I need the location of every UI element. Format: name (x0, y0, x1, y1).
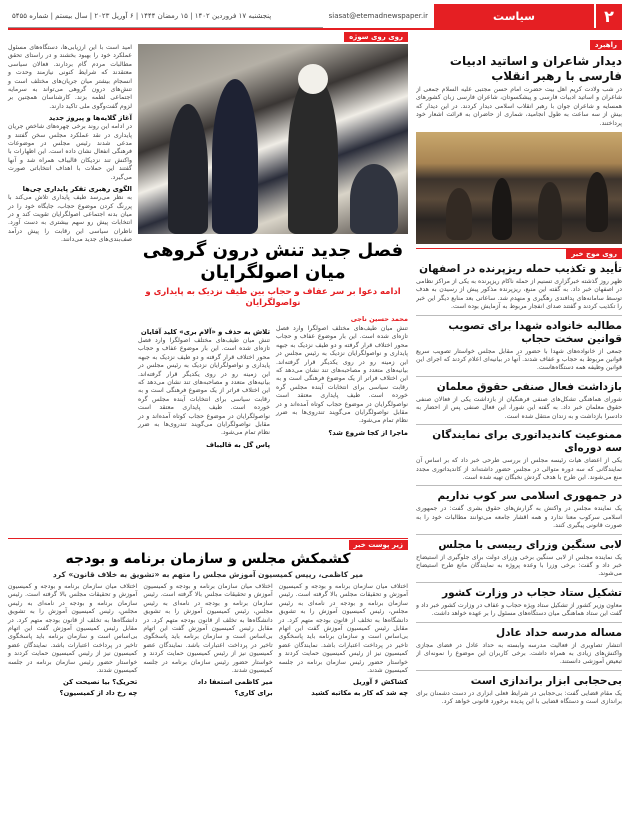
feature-subhead1: ماجرا از کجا شروع شد؟ (328, 428, 408, 437)
figure-silhouette (288, 74, 338, 234)
left-col-body1: امید است با این ارزیابی‌ها، دستگاه‌های مسئول عملکرد خود را بهبود بخشند و در راستای تحقق مطالبات مردم گام بردارند. فعالان سیاسی معتقدند که شرایط کنونی نیازمند وحدت و انسجام بیشتر میان جریان‌های مختلف است و تنش‌های درون گروهی می‌تواند به سرمایه اجتماعی لطمه بزند. کارشناسان همچنین بر لزوم گفت‌وگوی ملی تاکید دارند. (8, 44, 132, 110)
website-email[interactable]: siasat@etemadnewspaper.ir (328, 12, 428, 20)
story10-body: یک مقام قضایی گفت: بی‌حجابی در شرایط فعلی ابزاری در دست دشمنان برای براندازی است و دستگاه قضایی با این پدیده برخورد قانونی خواهد کرد. (416, 689, 622, 706)
left-subhead1: آغاز گلایه‌ها و پیروز جدید (48, 114, 132, 123)
left-col-body2: در ادامه این روند برخی چهره‌های شاخص جریان پایداری در نقد عملکرد مجلس سخن گفتند و مدعی شدند رئیس مجلس در موضوعات فرهنگی انفعال نشان داده است. این اظهارات با واکنش تند نزدیکان قالیباف همراه شد و آنها گفتند این حملات با اهداف انتخاباتی صورت می‌گیرد. (8, 123, 132, 181)
feature-byline: محمد حسین ناجی (350, 315, 408, 323)
masthead (8, 4, 622, 28)
story2-title[interactable]: تأیید و تکذیب حمله ریزپرنده در اصفهان (419, 263, 622, 276)
feature-subhead3: پاس گل به قالیباف (206, 440, 270, 449)
right-column (416, 32, 622, 816)
left-col-body3: به نظر می‌رسد طیف پایداری تلاش می‌کند با پررنگ کردن موضوع حجاب، جایگاه خود را در میان بدنه اجتماعی اصولگرایان تقویت کند و در انتخابات پیش رو سهم بیشتری به دست آورد. ناظران سیاسی این رقابت را پیش درآمد صف‌بندی‌های جدید می‌دانند. (8, 194, 132, 244)
feature-block (8, 32, 408, 532)
story2-body: ظهر روز گذشته خبرگزاری تسنیم از حمله ناکام ریزپرنده به یکی از مراکز نظامی در اصفهان خبر داد. به گفته این منبع، ریزپرنده مذکور پیش از رسیدن به هدف توسط سامانه‌های پدافندی رهگیری و منهدم شد. ساعاتی بعد منابع دیگر این خبر را تکذیب کردند و گفتند صدای انفجار مربوط به آزمایش بوده است. (416, 278, 622, 311)
story4-title[interactable]: بازداشت فعال صنفی حقوق معلمان (436, 380, 622, 393)
lower-subhead2: چه شد که کار به مکاتبه کشید (311, 689, 408, 698)
divider (416, 534, 622, 535)
turban-shape (298, 64, 328, 94)
section-label: سیاست (434, 4, 594, 28)
story5-title[interactable]: ممنوعیت کاندیداتوری برای نمایندگان سه دوره‌ای (432, 429, 622, 455)
story6-body: یک نماینده مجلس در واکنش به گزارش‌های حقوق بشری گفت: در جمهوری اسلامی سرکوب معنا ندارد و همه اقشار جامعه می‌توانند مطالبات خود را به صورت قانونی پیگیری کنند. (416, 505, 622, 530)
kicker-feature: روی روی سوژه (344, 32, 408, 42)
lower-body-1: اختلاف میان سازمان برنامه و بودجه و کمیسیون آموزش و تحقیقات مجلس بالا گرفته است. رئیس سازمان برنامه و بودجه در نامه‌ای به رئیس مجلس، رئیس کمیسیون آموزش را به تشویق دانشگاه‌ها به تخلف از قانون بودجه متهم کرد. در مقابل رئیس کمیسیون آموزش گفت این اتهام بی‌اساس است و سازمان برنامه باید پاسخگوی تاخیر در پرداخت اعتبارات باشد. نمایندگان عضو کمیسیون نیز از رئیس کمیسیون حمایت کردند و خواستار حضور رئیس سازمان برنامه در جلسه کمیسیون شدند. (278, 583, 408, 675)
left-subhead2: الگوی رهبری تفکر پایداری چی‌ها (22, 185, 132, 194)
figure-silhouette (446, 188, 472, 240)
parliament-photo (138, 44, 408, 234)
feature-subhead2: تلاش به حذف و «آلام بری» کلید آقایان (140, 328, 270, 336)
lower-lead-subtitle: میر کاظمی، رییس کمیسیون آموزش مجلس را متهم به «تشویق به خلاف قانون» کرد (52, 570, 364, 579)
hero-title[interactable]: فصل جدید تنش درون گروهی میان اصولگرایان (142, 240, 404, 283)
lower-lead-title[interactable]: کشمکش مجلس و سازمان برنامه و بودجه (65, 551, 351, 567)
divider (416, 670, 622, 671)
lower-subhead1: کشاکش ۶ آوریل (353, 678, 408, 687)
divider (416, 485, 622, 486)
divider (416, 622, 622, 623)
figure-silhouette (350, 164, 398, 234)
masthead-divider (8, 28, 622, 30)
lower-subhead5: تحریک؟ بیا نصیحت کن (63, 678, 138, 687)
kicker-rahbord: راهبرد (590, 40, 622, 50)
story4-body: شورای هماهنگی تشکل‌های صنفی فرهنگیان از بازداشت یکی از فعالان صنفی حقوق معلمان خبر داد. به گفته این شورا، این فعال صنفی پس از احضار به دادسرا بازداشت و به زندان منتقل شده است. (416, 395, 622, 420)
lower-story (8, 538, 408, 816)
lower-subhead4: برای کاری؟ (234, 689, 273, 698)
story10-title[interactable]: بی‌حجابی ابزار براندازی است (470, 674, 622, 687)
figure-silhouette (492, 178, 512, 240)
story7-title[interactable]: لابی سنگین وزرای رییسی با مجلس (438, 538, 622, 551)
page-number: ۲ (596, 4, 622, 28)
kicker-ruye-moj: روی موج خبر (566, 249, 622, 259)
leader-meeting-photo (416, 132, 622, 244)
kicker-zir-poost: زیر پوست خبر (349, 540, 408, 550)
divider (416, 424, 622, 425)
story1-title[interactable]: دیدار شاعران و اساتید ادبیات فارسی با رهبر انقلاب (449, 54, 622, 83)
divider (416, 376, 622, 377)
divider (416, 315, 622, 316)
story9-body: انتشار تصاویری از فعالیت مدرسه وابسته به حداد عادل در فضای مجازی واکنش‌های زیادی به همراه داشت. برخی کاربران این موضوع را نمونه‌ای از تبعیض آموزشی دانستند. (416, 641, 622, 666)
lower-subhead3: میر کاظمی استعفا داد (197, 678, 273, 687)
figure-silhouette (168, 104, 208, 234)
hero-subtitle: ادامه دعوا بر سر عفاف و حجاب بین طیف نزدیک به پایداری و نواصولگرایان (145, 287, 401, 308)
story7-body: یک نماینده مجلس از لابی سنگین برخی وزرای دولت برای جلوگیری از استیضاح خبر داد و گفت: برخی وزرا با وعده پروژه به نمایندگان مانع طرح استیضاح می‌شوند. (416, 553, 622, 578)
divider (416, 582, 622, 583)
story5-body: یکی از اعضای هیات رئیسه مجلس از بررسی طرحی خبر داد که بر اساس آن نمایندگانی که سه دوره متوالی در مجلس حضور داشته‌اند از کاندیداتوری مجدد منع می‌شوند. این طرح با هدف گردش نخبگان تهیه شده است. (416, 457, 622, 481)
lower-body-3: اختلاف میان سازمان برنامه و بودجه و کمیسیون آموزش و تحقیقات مجلس بالا گرفته است. رئیس سازمان برنامه و بودجه در نامه‌ای به رئیس مجلس، رئیس کمیسیون آموزش را به تشویق دانشگاه‌ها به تخلف از قانون بودجه متهم کرد. در مقابل رئیس کمیسیون آموزش گفت این اتهام بی‌اساس است و سازمان برنامه باید پاسخگوی تاخیر در پرداخت اعتبارات باشد. نمایندگان عضو کمیسیون نیز از رئیس کمیسیون حمایت کردند و خواستار حضور رئیس سازمان برنامه در جلسه کمیسیون شدند. (8, 583, 138, 675)
figure-silhouette (212, 79, 258, 234)
story1-body: در شب ولادت کریم اهل بیت حضرت امام حسن مجتبی علیه السلام جمعی از شاعران و اساتید ادبیات فارسی و پیشکسوتان، شاعران فارسی زبان کشورهای همسایه و شاعران جوان با رهبر انقلاب اسلامی دیدار کردند. در این دیدار که بیش از سه ساعت به طول انجامید، شماری از حاضران به قرائت اشعار خود پرداختند. (416, 86, 622, 127)
figure-silhouette (538, 182, 562, 240)
lower-body-2: اختلاف میان سازمان برنامه و بودجه و کمیسیون آموزش و تحقیقات مجلس بالا گرفته است. رئیس سازمان برنامه و بودجه در نامه‌ای به رئیس مجلس، رئیس کمیسیون آموزش را به تشویق دانشگاه‌ها به تخلف از قانون بودجه متهم کرد. در مقابل رئیس کمیسیون آموزش گفت این اتهام بی‌اساس است و سازمان برنامه باید پاسخگوی تاخیر در پرداخت اعتبارات باشد. نمایندگان عضو کمیسیون نیز از رئیس کمیسیون حمایت کردند و خواستار حضور رئیس سازمان برنامه در جلسه کمیسیون شدند. (143, 583, 273, 675)
story8-body: معاون وزیر کشور از تشکیل ستاد ویژه حجاب و عفاف در وزارت کشور خبر داد و گفت این ستاد هماهنگی میان دستگاه‌های مسئول را بر عهده خواهد داشت. (416, 601, 622, 618)
lower-subhead6: چه رخ داد از کمیسیون؟ (59, 689, 138, 698)
story8-title[interactable]: تشکیل ستاد حجاب در وزارت کشور (442, 586, 622, 599)
feature-body-a: تنش میان طیف‌های مختلف اصولگرا وارد فصل تازه‌ای شده است. این بار موضوع عفاف و حجاب محور اختلاف قرار گرفته و دو طیف نزدیک به جبهه پایداری و نواصولگرایان نزدیک به رئیس مجلس در این زمینه رو در روی یکدیگر قرار گرفته‌اند. بیانیه‌های متعدد و مصاحبه‌های تند نشان می‌دهد که این اختلاف فراتر از یک موضوع فرهنگی است و به رقابت سیاسی برای انتخابات آینده مجلس گره خورده است. طیف پایداری معتقد است نواصولگرایان در موضوع حجاب کوتاه آمده‌اند و در مقابل نواصولگرایان می‌گویند تندروی‌ها به ضرر نظام تمام می‌شود. (276, 325, 408, 425)
story3-title[interactable]: مطالبه خانواده شهدا برای تصویب قوانین سخت حجاب (448, 319, 622, 345)
story9-title[interactable]: مساله مدرسه حداد عادل (496, 626, 622, 639)
story3-body: جمعی از خانواده‌های شهدا با حضور در مقابل مجلس خواستار تصویب سریع قوانین مربوط به حجاب و عفاف شدند. آنها در بیانیه‌ای اعلام کردند که اجرای این قوانین وظیفه همه دستگاه‌هاست. (416, 347, 622, 372)
story6-title[interactable]: در جمهوری اسلامی سر کوب نداریم (437, 490, 622, 503)
figure-silhouette (586, 172, 608, 232)
feature-body-b: تنش میان طیف‌های مختلف اصولگرا وارد فصل تازه‌ای شده است. این بار موضوع عفاف و حجاب محور اختلاف قرار گرفته و دو طیف نزدیک به جبهه پایداری و نواصولگرایان نزدیک به رئیس مجلس در این زمینه رو در روی یکدیگر قرار گرفته‌اند. بیانیه‌های متعدد و مصاحبه‌های تند نشان می‌دهد که این اختلاف فراتر از یک موضوع فرهنگی است و به رقابت سیاسی برای انتخابات آینده مجلس گره خورده است. طیف پایداری معتقد است نواصولگرایان در موضوع حجاب کوتاه آمده‌اند و در مقابل نواصولگرایان می‌گویند تندروی‌ها به ضرر نظام تمام می‌شود. (138, 337, 270, 437)
date-line: پنجشنبه ۱۷ فروردین ۱۴۰۲ | ۱۵ رمضان ۱۴۴۴ | ۶ آوریل ۲۰۲۳ | سال بیستم | شماره ۵۴۵۵ (8, 4, 323, 28)
